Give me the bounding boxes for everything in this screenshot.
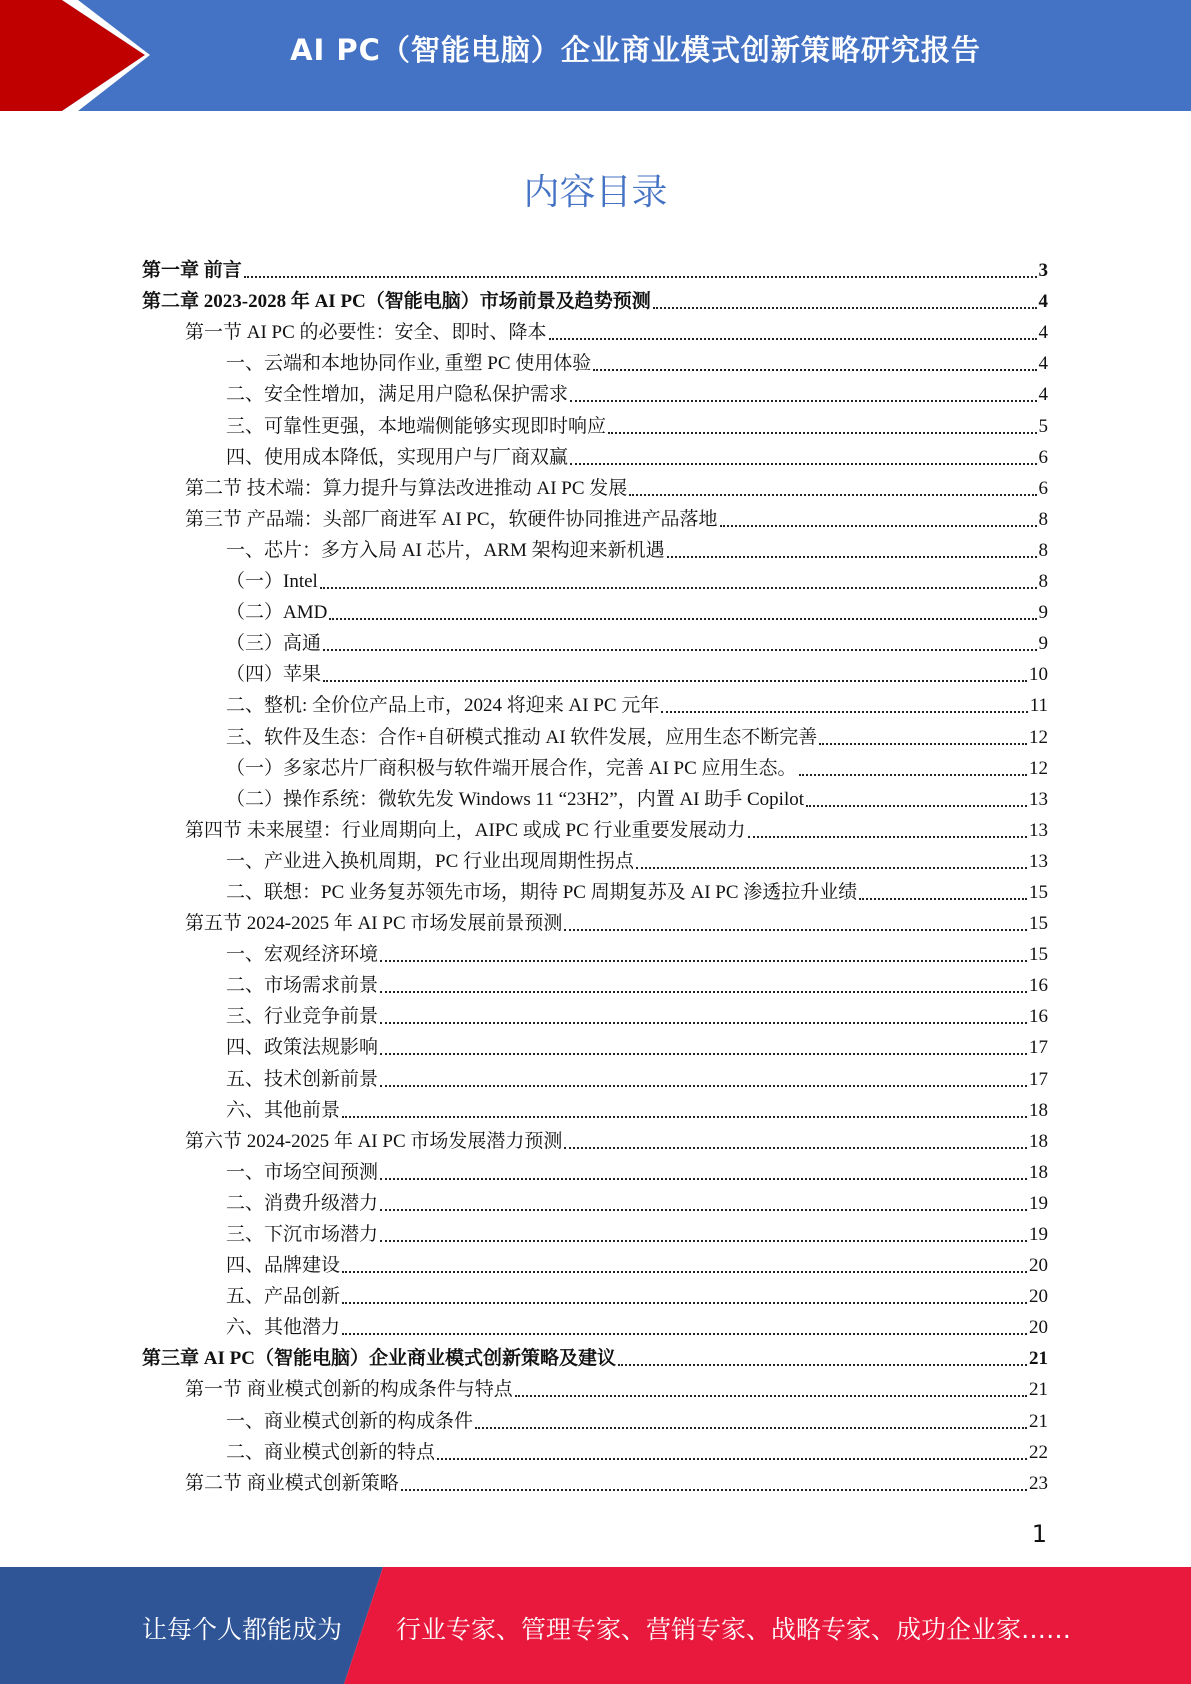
toc-entry[interactable] [142, 970, 1048, 1001]
toc-dot-leader [799, 774, 1027, 776]
toc-entry-page: 13 [1029, 819, 1048, 841]
toc-entry[interactable] [142, 1250, 1048, 1281]
toc-entry-page: 16 [1029, 1006, 1048, 1028]
report-title: AI PC（智能电脑）企业商业模式创新策略研究报告 [290, 33, 981, 67]
toc-dot-leader [806, 805, 1027, 807]
toc-dot-leader [629, 494, 1036, 496]
toc-entry-title: 二、市场需求前景 [226, 975, 379, 997]
toc-entry-title: 四、政策法规影响 [226, 1037, 379, 1059]
toc-entry-page: 15 [1029, 944, 1048, 966]
toc-dot-leader [570, 400, 1036, 402]
toc-entry-page: 8 [1038, 571, 1048, 593]
toc-entry-title: 五、产品创新 [226, 1286, 341, 1308]
toc-entry-page: 19 [1029, 1192, 1048, 1214]
toc-entry-title: 第五节 2024-2025 年 AI PC 市场发展前景预测 [185, 913, 563, 935]
toc-dot-leader [667, 556, 1037, 558]
toc-entry[interactable] [142, 1343, 1048, 1374]
toc-heading: 内容目录 [523, 172, 668, 213]
toc-entry-title: 一、芯片：多方入局 AI 芯片，ARM 架构迎来新机遇 [226, 539, 665, 561]
toc-entry[interactable] [142, 628, 1048, 659]
toc-dot-leader [437, 1458, 1027, 1460]
toc-dot-leader [564, 1147, 1027, 1149]
toc-dot-leader [661, 711, 1027, 713]
toc-dot-leader [570, 463, 1036, 465]
toc-dot-leader [475, 1427, 1027, 1429]
toc-entry-title: 四、品牌建设 [226, 1255, 341, 1277]
toc-entry-page: 8 [1038, 508, 1048, 530]
toc-entry-page: 17 [1029, 1037, 1048, 1059]
toc-entry[interactable] [142, 504, 1048, 535]
toc-entry-page: 18 [1029, 1130, 1048, 1152]
toc-entry-page: 6 [1038, 446, 1048, 468]
toc-dot-leader [380, 1240, 1027, 1242]
toc-entry[interactable] [142, 255, 1048, 286]
toc-entry-page: 18 [1029, 1161, 1048, 1183]
toc-entry[interactable] [142, 908, 1048, 939]
toc-entry-page: 18 [1029, 1099, 1048, 1121]
toc-dot-leader [342, 1116, 1027, 1118]
toc-entry-page: 9 [1038, 633, 1048, 655]
toc-entry[interactable] [142, 846, 1048, 877]
toc-entry[interactable] [142, 1001, 1048, 1032]
toc-entry[interactable] [142, 1063, 1048, 1094]
toc-dot-leader [564, 929, 1027, 931]
toc-entry-page: 21 [1029, 1348, 1048, 1370]
toc-entry-page: 20 [1029, 1317, 1048, 1339]
toc-entry[interactable] [142, 317, 1048, 348]
toc-entry[interactable] [142, 1126, 1048, 1157]
toc-dot-leader [653, 307, 1037, 309]
toc-dot-leader [342, 1333, 1027, 1335]
toc-entry-page: 9 [1038, 602, 1048, 624]
toc-entry-page: 11 [1029, 695, 1048, 717]
toc-entry[interactable] [142, 1374, 1048, 1405]
toc-entry-title: 三、软件及生态：合作+自研模式推动 AI 软件发展，应用生态不断完善 [226, 726, 818, 748]
toc-entry[interactable] [142, 1095, 1048, 1126]
toc-entry-title: 二、联想：PC 业务复苏领先市场，期待 PC 周期复苏及 AI PC 渗透拉升业绩 [226, 881, 858, 903]
toc-dot-leader [380, 1178, 1027, 1180]
toc-entry-page: 8 [1038, 539, 1048, 561]
toc-entry-page: 4 [1038, 291, 1048, 313]
toc-entry[interactable] [142, 410, 1048, 441]
table-of-contents [142, 255, 1048, 1499]
toc-entry-title: 第一章 前言 [142, 260, 242, 282]
toc-entry-title: 一、商业模式创新的构成条件 [226, 1410, 474, 1432]
toc-entry-title: 三、行业竞争前景 [226, 1006, 379, 1028]
toc-entry[interactable] [142, 1188, 1048, 1219]
toc-entry[interactable] [142, 473, 1048, 504]
toc-entry-page: 15 [1029, 913, 1048, 935]
toc-entry[interactable] [142, 753, 1048, 784]
toc-entry-title: 三、可靠性更强，本地端侧能够实现即时响应 [226, 415, 607, 437]
toc-entry[interactable] [142, 535, 1048, 566]
toc-entry-title: 第三章 AI PC（智能电脑）企业商业模式创新策略及建议 [142, 1348, 616, 1370]
toc-entry[interactable] [142, 1405, 1048, 1436]
footer-slogan-right: 行业专家、管理专家、营销专家、战略专家、成功企业家…… [396, 1615, 1072, 1644]
page-footer-banner [0, 1567, 1191, 1684]
toc-entry-title: （三）高通 [226, 633, 322, 655]
toc-entry[interactable] [142, 286, 1048, 317]
toc-dot-leader [380, 1022, 1027, 1024]
toc-entry-page: 22 [1029, 1441, 1048, 1463]
toc-entry-page: 20 [1029, 1286, 1048, 1308]
toc-dot-leader [748, 836, 1027, 838]
toc-entry-page: 12 [1029, 726, 1048, 748]
toc-entry-title: 第三节 产品端：头部厂商进军 AI PC，软硬件协同推进产品落地 [185, 508, 718, 530]
toc-entry[interactable] [142, 1219, 1048, 1250]
toc-entry[interactable] [142, 1281, 1048, 1312]
toc-entry[interactable] [142, 659, 1048, 690]
toc-dot-leader [320, 587, 1037, 589]
toc-dot-leader [401, 1489, 1027, 1491]
toc-entry-page: 16 [1029, 975, 1048, 997]
toc-entry-page: 4 [1038, 353, 1048, 375]
red-arrow-shape [0, 0, 145, 111]
toc-dot-leader [380, 1209, 1027, 1211]
toc-entry-title: 二、安全性增加，满足用户隐私保护需求 [226, 384, 569, 406]
toc-entry-title: 第一节 商业模式创新的构成条件与特点 [185, 1379, 513, 1401]
toc-dot-leader [342, 1302, 1027, 1304]
toc-dot-leader [380, 1085, 1027, 1087]
toc-entry[interactable] [142, 1312, 1048, 1343]
toc-entry-title: 二、消费升级潜力 [226, 1192, 379, 1214]
toc-entry-title: 第二节 商业模式创新策略 [185, 1472, 399, 1494]
page-number: 1 [1031, 1520, 1047, 1548]
toc-entry[interactable] [142, 1157, 1048, 1188]
toc-entry-title: 四、使用成本降低，实现用户与厂商双赢 [226, 446, 569, 468]
toc-dot-leader [593, 369, 1036, 371]
toc-dot-leader [329, 618, 1036, 620]
toc-entry-page: 10 [1029, 664, 1048, 686]
toc-entry-title: 五、技术创新前景 [226, 1068, 379, 1090]
toc-entry[interactable] [142, 815, 1048, 846]
toc-entry-page: 21 [1029, 1379, 1048, 1401]
toc-entry-page: 5 [1038, 415, 1048, 437]
toc-dot-leader [380, 960, 1027, 962]
toc-entry-title: 第六节 2024-2025 年 AI PC 市场发展潜力预测 [185, 1130, 563, 1152]
toc-entry[interactable] [142, 1032, 1048, 1063]
toc-entry[interactable] [142, 690, 1048, 721]
toc-entry-page: 23 [1029, 1472, 1048, 1494]
toc-dot-leader [618, 1364, 1027, 1366]
toc-entry-title: 二、整机: 全价位产品上市，2024 将迎来 AI PC 元年 [226, 695, 660, 717]
toc-entry-title: （二）操作系统：微软先发 Windows 11 “23H2”，内置 AI 助手 Copilot [226, 788, 805, 810]
toc-dot-leader [636, 867, 1027, 869]
toc-entry-page: 19 [1029, 1224, 1048, 1245]
toc-entry-title: （一）多家芯片厂商积极与软件端开展合作，完善 AI PC 应用生态。 [226, 757, 797, 779]
toc-entry-title: 一、云端和本地协同作业, 重塑 PC 使用体验 [226, 353, 592, 375]
toc-entry-title: 第二章 2023-2028 年 AI PC（智能电脑）市场前景及趋势预测 [142, 291, 651, 313]
toc-dot-leader [549, 338, 1037, 340]
toc-entry[interactable] [142, 442, 1048, 473]
toc-dot-leader [608, 432, 1036, 434]
toc-dot-leader [323, 680, 1027, 682]
toc-entry[interactable] [142, 1437, 1048, 1468]
toc-entry-page: 17 [1029, 1068, 1048, 1090]
toc-dot-leader [342, 1271, 1027, 1273]
toc-entry[interactable] [142, 877, 1048, 908]
toc-entry-page: 15 [1029, 881, 1048, 903]
toc-entry[interactable] [142, 566, 1048, 597]
toc-entry-title: （一）Intel [226, 571, 318, 593]
toc-entry-page: 6 [1038, 477, 1048, 499]
toc-entry-page: 21 [1029, 1410, 1048, 1432]
toc-entry[interactable] [142, 939, 1048, 970]
toc-entry-title: 六、其他前景 [226, 1099, 341, 1121]
toc-dot-leader [720, 525, 1037, 527]
toc-entry-title: 第四节 未来展望：行业周期向上，AIPC 或成 PC 行业重要发展动力 [185, 819, 746, 841]
toc-entry-title: （四）苹果 [226, 664, 322, 686]
toc-entry-title: （二）AMD [226, 602, 328, 624]
toc-entry-page: 13 [1029, 850, 1048, 872]
toc-dot-leader [380, 991, 1027, 993]
page-header-banner [0, 0, 1191, 111]
toc-entry[interactable] [142, 597, 1048, 628]
toc-entry-title: 三、下沉市场潜力 [226, 1224, 379, 1245]
toc-entry-page: 12 [1029, 757, 1048, 779]
toc-entry-page: 13 [1029, 788, 1048, 810]
toc-dot-leader [244, 276, 1037, 278]
toc-entry-page: 20 [1029, 1255, 1048, 1277]
toc-entry[interactable] [142, 721, 1048, 752]
toc-entry-title: 二、商业模式创新的特点 [226, 1441, 436, 1463]
toc-dot-leader [323, 649, 1036, 651]
toc-entry-page: 4 [1038, 322, 1048, 344]
toc-entry-title: 一、市场空间预测 [226, 1161, 379, 1183]
toc-entry-page: 4 [1038, 384, 1048, 406]
toc-entry-title: 第一节 AI PC 的必要性：安全、即时、降本 [185, 322, 547, 344]
toc-dot-leader [380, 1053, 1027, 1055]
footer-slogan-left: 让每个人都能成为 [142, 1615, 343, 1644]
toc-entry-title: 一、产业进入换机周期，PC 行业出现周期性拐点 [226, 850, 634, 872]
toc-dot-leader [819, 743, 1027, 745]
toc-entry-title: 第二节 技术端：算力提升与算法改进推动 AI PC 发展 [185, 477, 628, 499]
toc-entry-title: 六、其他潜力 [226, 1317, 341, 1339]
toc-entry[interactable] [142, 1468, 1048, 1499]
toc-entry[interactable] [142, 379, 1048, 410]
toc-dot-leader [515, 1395, 1027, 1397]
toc-entry[interactable] [142, 784, 1048, 815]
toc-entry-page: 3 [1038, 260, 1048, 282]
toc-entry-title: 一、宏观经济环境 [226, 944, 379, 966]
toc-entry[interactable] [142, 348, 1048, 379]
toc-dot-leader [859, 898, 1027, 900]
